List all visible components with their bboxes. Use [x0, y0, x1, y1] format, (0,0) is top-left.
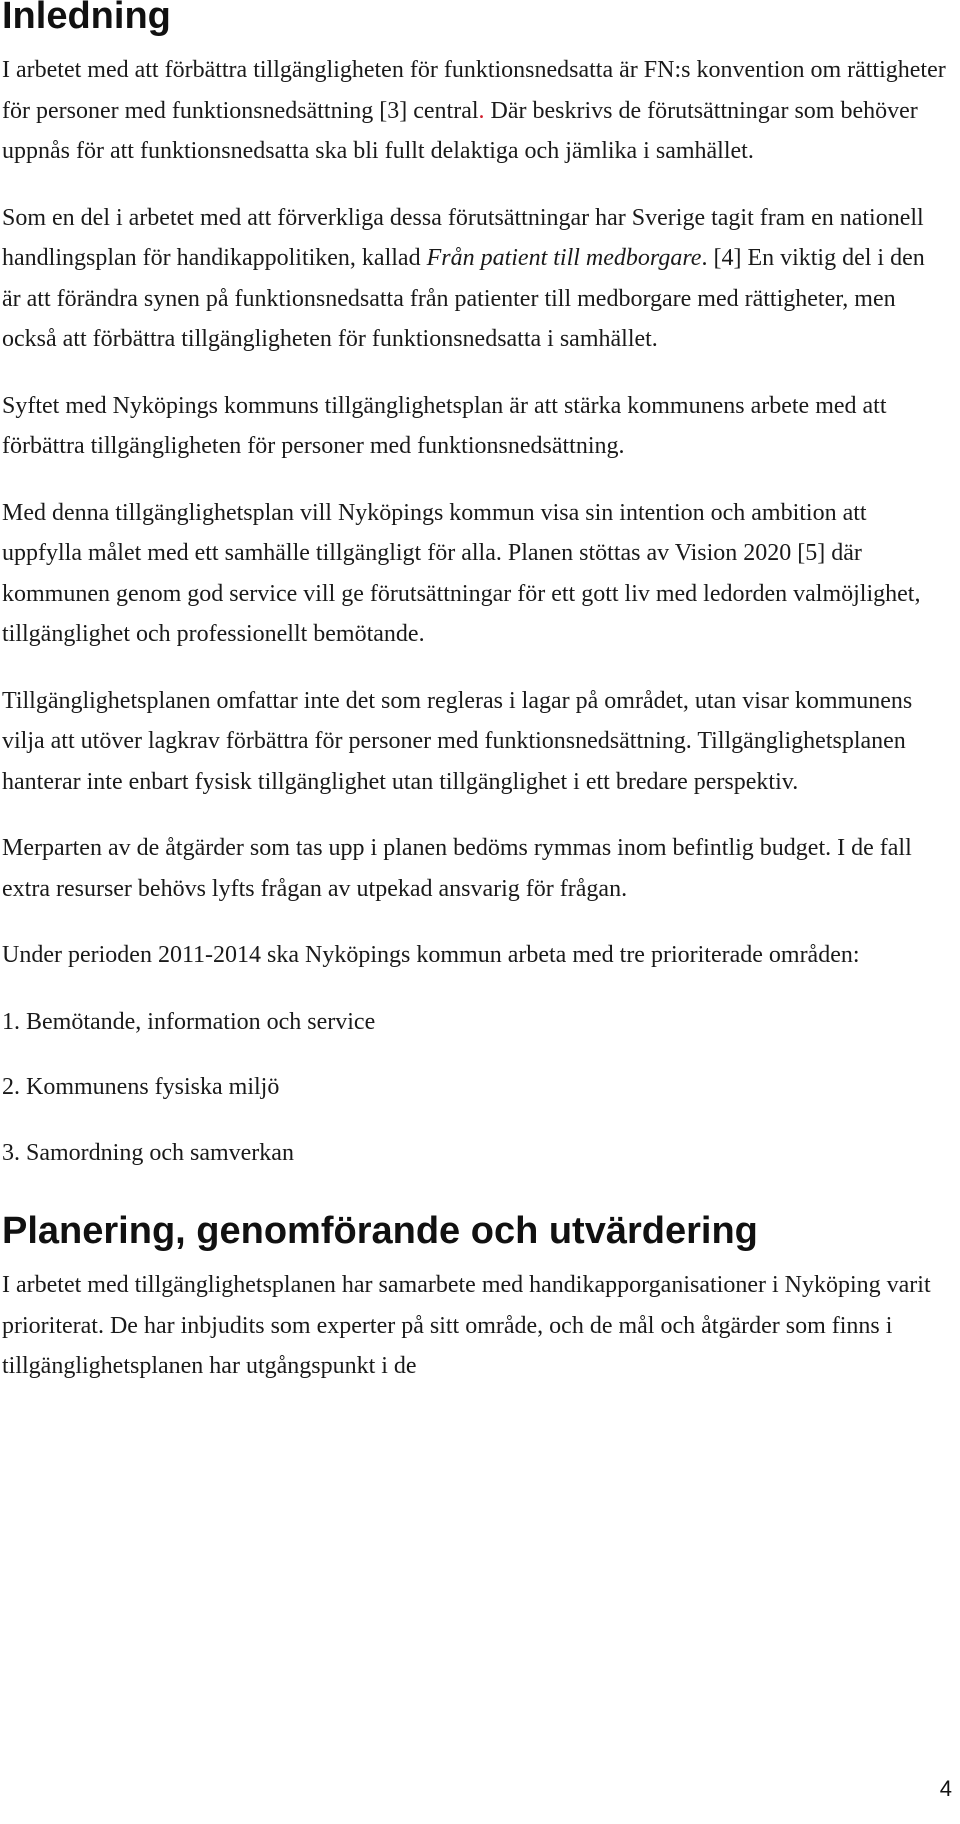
intro-paragraph-5: Tillgänglighetsplanen omfattar inte det som regleras i lagar på området, utan visar kommunens vilja att utöver lagkrav förbättra för personer med funktionsnedsättning. Tillgänglighetsplanen hanterar inte enbart fysisk tillgänglighet utan tillgänglighet i ett bredare perspektiv. [2, 687, 913, 795]
intro-paragraph-4: Med denna tillgänglighetsplan vill Nyköpings kommun visa sin intention och ambition att uppfylla målet med ett samhälle tillgängligt för alla. Planen stöttas av Vision 2020 [5] där kommunen genom god service vill ge förutsättningar för ett gott liv med ledorden valmöjlighet, tillgänglighet och professionellt bemötande. [2, 499, 921, 647]
priority-item-2: 2. Kommunens fysiska miljö [2, 1074, 280, 1100]
section-heading-inledning: Inledning [2, 0, 171, 37]
intro-p1-text: I arbetet med att förbättra tillgängligheten för funktionsnedsatta är FN:s konvention om rättigheter för personer med funktionsnedsättning [3] central [2, 57, 946, 124]
document-page [2, 0, 947, 1413]
intro-paragraph-6: Merparten av de åtgärder som tas upp i planen bedöms rymmas inom befintlig budget. I de fall extra resurser behövs lyfts frågan av utpekad ansvarig för frågan. [2, 835, 912, 902]
priority-item-3: 3. Samordning och samverkan [2, 1139, 294, 1166]
planning-paragraph-1: I arbetet med tillgänglighetsplanen har samarbete med handikapporganisationer i Nyköping varit prioriterat. De har inbjudits som experter på sitt område, och de mål och åtgärder som finns i tillgänglighetsplanen har utgångspunkt i de [2, 1272, 931, 1379]
priority-item-1: 1. Bemötande, information och service [2, 1008, 376, 1035]
section-heading-planering: Planering, genomförande och utvärdering [2, 1210, 758, 1252]
intro-p2-after: . [4] En viktig del i den är att förändra synen på funktionsnedsatta från patienter till medborgare med rättigheter, men också att förbättra tillgängligheten för funktionsnedsatta i samhället. [2, 245, 925, 352]
intro-p2-before: Som en del i arbetet med att förverkliga dessa förutsättningar har Sverige tagit fram en nationell handlingsplan för handikappolitiken, kallad [2, 204, 924, 271]
intro-paragraph-3: Syftet med Nyköpings kommuns tillgänglighetsplan är att stärka kommunens arbete med att förbättra tillgängligheten för personer med funktionsnedsättning. [2, 392, 887, 459]
intro-p1-rest: Där beskrivs de förutsättningar som behöver uppnås för att funktionsnedsatta ska bli fullt delaktiga och jämlika i samhället. [2, 97, 918, 164]
intro-paragraph-7: Under perioden 2011-2014 ska Nyköpings kommun arbeta med tre prioriterade områden: [2, 942, 860, 968]
intro-p1-dot: . [478, 97, 485, 124]
intro-paragraph-1 [2, 50, 947, 172]
intro-paragraph-2 [2, 198, 947, 360]
plan-title-italic: Från patient till medborgare [426, 245, 702, 271]
page-number: 4 [939, 1776, 952, 1801]
